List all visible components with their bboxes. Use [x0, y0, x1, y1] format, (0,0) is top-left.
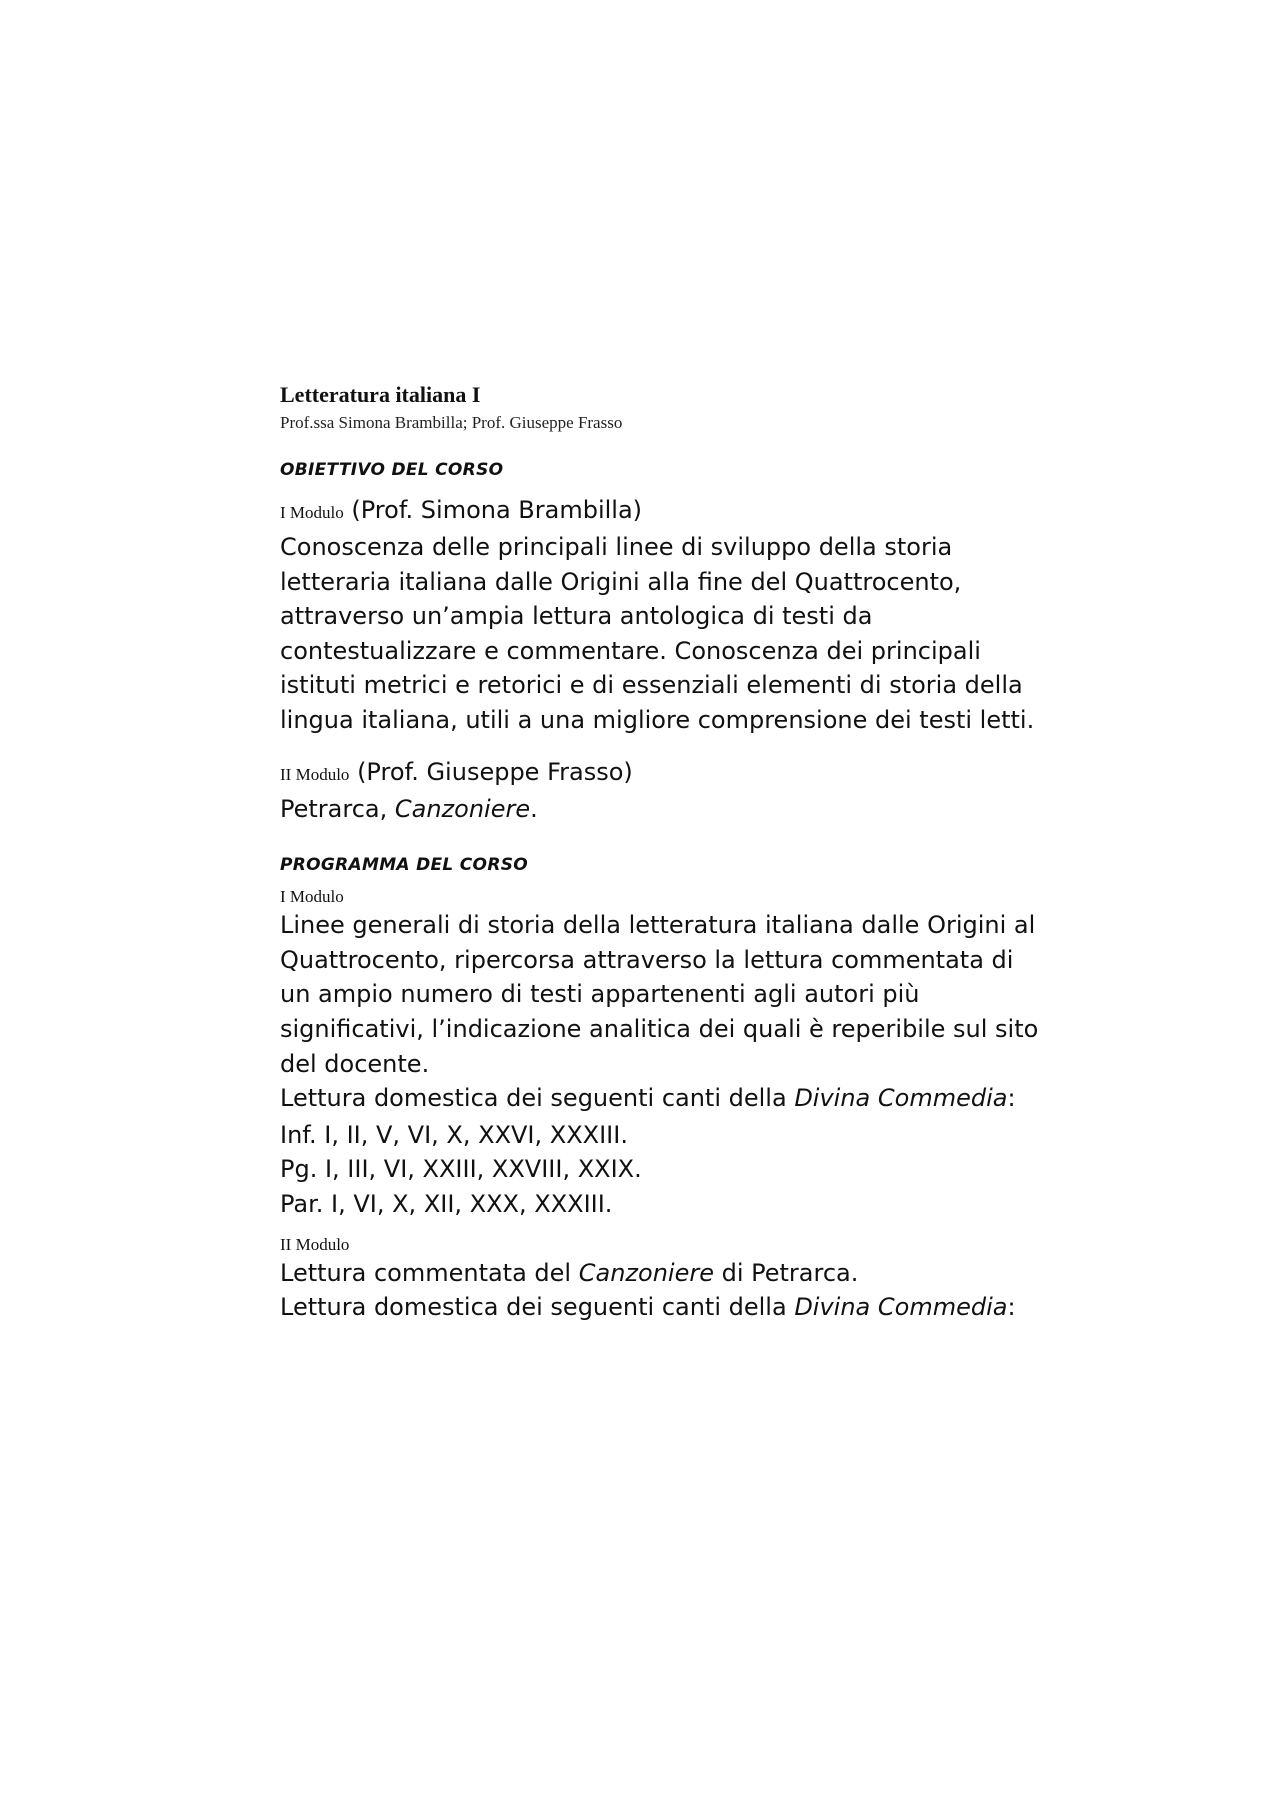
- lettura2-suffix: :: [1007, 1293, 1016, 1322]
- obiettivo-modulo2-professor: (Prof. Giuseppe Frasso): [357, 757, 633, 786]
- modulo2-author: Petrarca,: [280, 794, 395, 823]
- document-content: [280, 382, 1040, 1325]
- modulo2-text-end: .: [530, 794, 538, 823]
- programma-modulo2-commentata: [280, 1256, 1040, 1291]
- cantos-paradiso: Par. I, VI, X, XII, XXX, XXXIII.: [280, 1189, 613, 1218]
- programma-modulo2-lettura: [280, 1290, 1040, 1325]
- obiettivo-modulo1-text: Conoscenza delle principali linee di sviluppo della storia letteraria italiana dalle Origini alla fine del Quattrocento, attraverso un’ampia lettura antologica di testi da contestualizzare e commentare. Conoscenza dei principali istituti metrici e retorici e di essenziali elementi di storia della lingua italiana, utili a una migliore comprensione dei testi letti.: [280, 533, 1035, 734]
- course-professors: Prof.ssa Simona Brambilla; Prof. Giuseppe Frasso: [280, 413, 623, 432]
- lettura2-prefix: Lettura domestica dei seguenti canti della: [280, 1293, 795, 1322]
- programma-modulo1-text: Linee generali di storia della letteratura italiana dalle Origini al Quattrocento, ripercorsa attraverso la lettura commentata di un ampio numero di testi appartenenti agli autori più significativi, l’indicazione analitica dei quali è reperibile sul sito del docente.: [280, 911, 1039, 1078]
- cantos-inferno: Inf. I, II, V, VI, X, XXVI, XXXIII.: [280, 1120, 628, 1149]
- section-heading-programma: PROGRAMMA DEL CORSO: [280, 855, 528, 876]
- commentata-suffix: di Petrarca.: [713, 1258, 859, 1287]
- commentata-prefix: Lettura commentata del: [280, 1258, 579, 1287]
- cantos-purgatorio: Pg. I, III, VI, XXIII, XXVIII, XXIX.: [280, 1155, 642, 1184]
- lettura-work: Divina Commedia: [794, 1084, 1008, 1113]
- programma-modulo1-label: I Modulo: [280, 887, 344, 907]
- obiettivo-modulo1-header: [280, 493, 1040, 530]
- obiettivo-modulo2-header: [280, 755, 1040, 792]
- programma-modulo1-lettura: [280, 1081, 1040, 1116]
- modulo2-work: Canzoniere: [394, 794, 531, 823]
- section-heading-obiettivo: OBIETTIVO DEL CORSO: [280, 460, 504, 480]
- lettura-prefix: Lettura domestica dei seguenti canti della: [280, 1084, 795, 1113]
- lettura-suffix: :: [1007, 1084, 1016, 1113]
- programma-modulo2-label: II Modulo: [280, 1234, 350, 1254]
- lettura2-work: Divina Commedia: [794, 1293, 1008, 1322]
- obiettivo-modulo1-label: I Modulo: [280, 503, 344, 522]
- obiettivo-modulo2-label: II Modulo: [280, 764, 350, 784]
- course-title: Letteratura italiana I: [280, 382, 481, 407]
- obiettivo-modulo2-text: [280, 792, 1040, 827]
- commentata-work: Canzoniere: [578, 1258, 714, 1287]
- obiettivo-modulo1-professor: (Prof. Simona Brambilla): [351, 496, 643, 524]
